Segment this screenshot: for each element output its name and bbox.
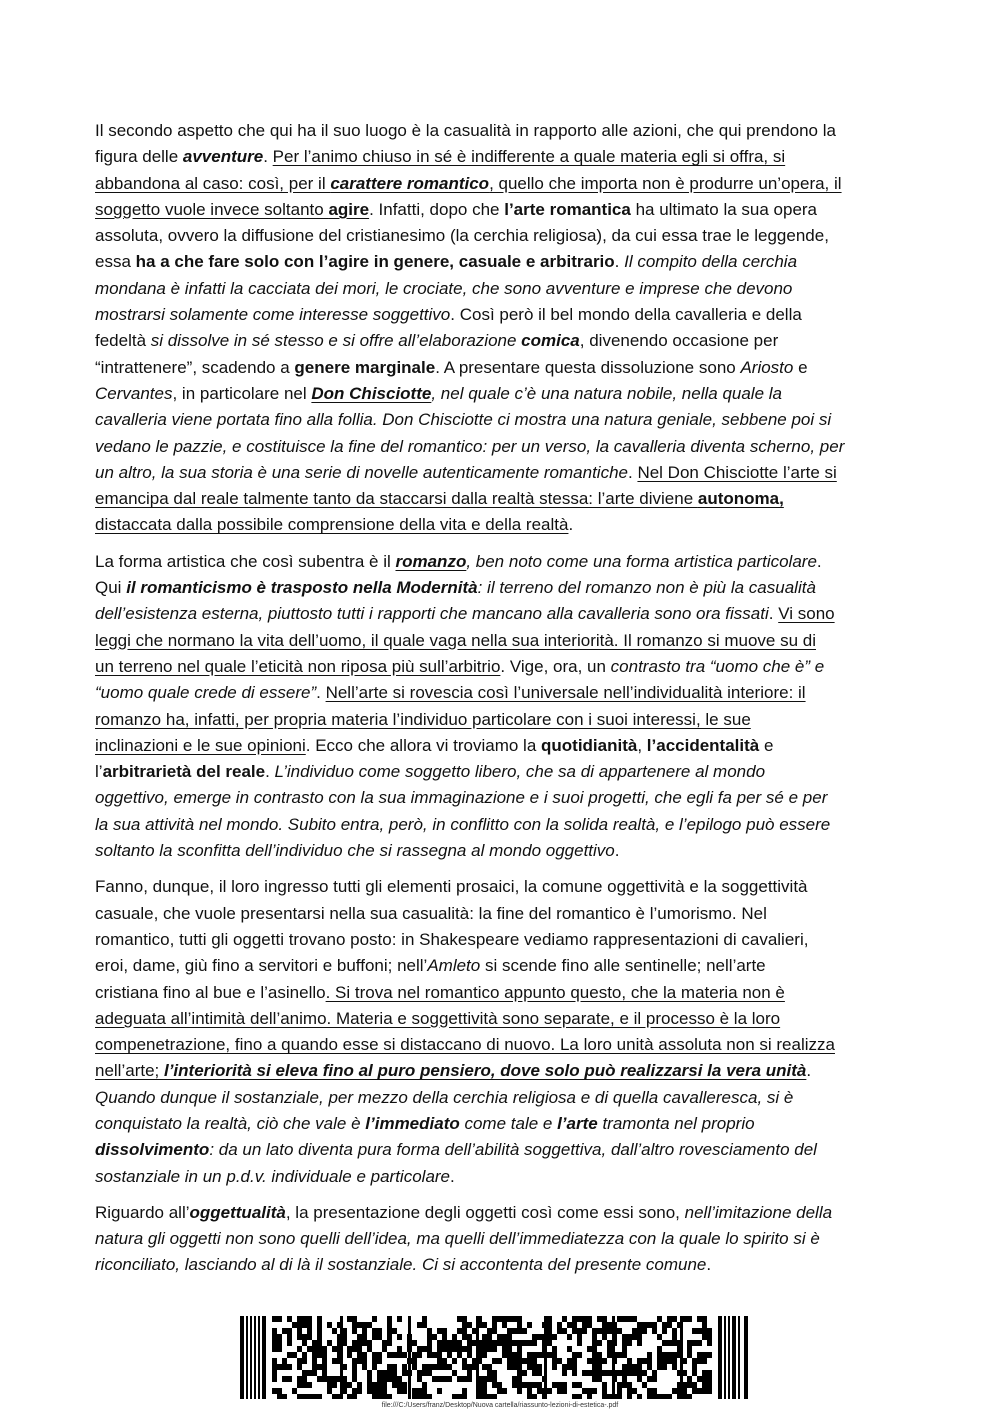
text-line xyxy=(95,276,910,302)
text-run: “uomo quale crede di essere” xyxy=(95,683,317,703)
text-run: . Si trova nel romantico appunto questo, che la materia non è xyxy=(325,982,785,1002)
text-run: si dissolve in sé stesso e si offre all’elaborazione xyxy=(150,331,522,351)
text-run: ha a che fare solo con l’agire in genere, casuale e arbitrario xyxy=(135,252,615,272)
text-run: . xyxy=(265,762,275,782)
text-run: contrasto tra “uomo che è” e xyxy=(610,656,825,676)
text-line xyxy=(95,901,910,927)
text-run: natura gli oggetti non sono quelli dell’idea, ma quelli dell’immediatezza con la quale lo spirito si è xyxy=(95,1229,820,1249)
text-run: la sua attività nel mondo. Subito entra, però, in conflitto con la solida realtà, e l’epilogo può essere xyxy=(95,814,831,834)
text-run: Vi sono xyxy=(778,604,835,624)
text-run: . xyxy=(450,1166,455,1186)
file-path-footer: file:///C:/Users/franz/Desktop/Nuova cartella/riassunto-lezioni-di-estetica-.pdf xyxy=(381,1402,619,1409)
text-run: cristiana fino al bue e l’asinello xyxy=(95,982,326,1002)
text-run: , xyxy=(637,735,647,755)
text-run: arbitrarietà del reale xyxy=(102,762,266,782)
barcode xyxy=(240,1316,752,1399)
text-run: Il compito della cerchia xyxy=(624,252,798,272)
text-run: leggi che normano la vita dell’uomo, il quale vaga nella sua interiorità. Il romanzo si muove su di xyxy=(95,630,816,650)
text-run: avventure xyxy=(182,147,264,167)
text-run: il romanticismo è trasposto nella Modernità xyxy=(126,578,478,598)
text-run: . xyxy=(568,515,574,535)
text-line xyxy=(95,785,910,811)
text-run: l’ xyxy=(95,762,103,782)
text-run: . xyxy=(816,551,822,571)
text-run: soggetto vuole invece soltanto xyxy=(95,199,329,219)
text-run: sostanziale in un p.d.v. individuale e particolare xyxy=(95,1166,451,1186)
text-run: autonoma, xyxy=(697,489,784,509)
text-line xyxy=(95,980,910,1006)
text-run: Nel Don Chisciotte l’arte si xyxy=(637,462,837,482)
text-run: . xyxy=(706,1255,712,1275)
text-run: emancipa dal reale talmente tanto da staccarsi dalla realtà stessa: l’arte diviene xyxy=(95,489,698,509)
text-run: ha ultimato la sua opera xyxy=(630,199,818,219)
text-run: Qui xyxy=(95,578,127,598)
text-line xyxy=(95,549,910,575)
text-run: conquistato la realtà, ciò che vale è xyxy=(95,1113,366,1133)
text-run: eroi, dame, giù fino a servitori e buffoni; nell’ xyxy=(95,956,428,976)
text-run: dissolvimento xyxy=(95,1140,210,1160)
text-run: abbandona al caso: così, per il xyxy=(95,173,331,193)
text-run: Cervantes xyxy=(95,383,173,403)
text-line xyxy=(95,486,910,512)
text-run: Riguardo all’ xyxy=(95,1202,190,1222)
text-line xyxy=(95,1111,910,1137)
text-line xyxy=(95,197,910,223)
text-line xyxy=(95,1137,910,1163)
text-line xyxy=(95,707,910,733)
text-line xyxy=(95,759,910,785)
paragraph xyxy=(95,874,910,1190)
text-run: casuale, che vuole presentarsi nella sua casualità: la fine del romantico è l’umorismo. Nel xyxy=(95,903,767,923)
text-run: si scende fino alle sentinelle; nell’arte xyxy=(480,956,766,976)
text-run: un altro, la sua storia è una serie di novelle autenticamente romantiche xyxy=(95,462,628,482)
text-run: , la presentazione degli oggetti così come essi sono, xyxy=(285,1202,685,1222)
paragraph xyxy=(95,118,910,539)
text-run: : il terreno del romanzo non è più la casualità xyxy=(477,578,816,598)
text-run: genere marginale xyxy=(294,357,436,377)
text-line xyxy=(95,927,910,953)
text-run: nell’imitazione della xyxy=(684,1202,833,1222)
text-run: . Infatti, dopo che xyxy=(369,199,505,219)
text-run: , quello che importa non è produrre un’opera, il xyxy=(489,173,842,193)
text-line xyxy=(95,1252,910,1278)
text-line xyxy=(95,575,910,601)
text-run: fedeltà xyxy=(95,331,151,351)
text-line xyxy=(95,1058,910,1084)
text-run: l’interiorità si eleva fino al puro pensiero, dove solo può realizzarsi la vera unità xyxy=(163,1061,807,1081)
text-line xyxy=(95,407,910,433)
text-run: carattere romantico xyxy=(330,173,490,193)
text-run: romanzo xyxy=(395,551,467,571)
text-run: dell’esistenza esterna, piuttosto tutti i rapporti che mancano alla cavalleria sono ora fissati xyxy=(95,604,769,624)
text-run: . xyxy=(768,604,779,624)
text-run: essa xyxy=(95,252,136,272)
text-run: cavalleria viene portata fino alla follia. Don Chisciotte ci mostra una natura geniale, sebbene poi si xyxy=(95,410,832,430)
text-run: mostrarsi solamente come interesse soggettivo xyxy=(95,305,451,325)
text-run: compenetrazione, fino a quando esse si distaccano di nuovo. La loro unità assoluta non si realizza xyxy=(95,1035,835,1055)
text-line xyxy=(95,512,910,538)
text-run: e xyxy=(759,735,774,755)
text-run: riconciliato, lasciando al di là il sostanziale. Ci si accontenta del presente comune xyxy=(95,1255,707,1275)
text-run: l’accidentalità xyxy=(646,735,760,755)
text-run: . A presentare questa dissoluzione sono xyxy=(435,357,741,377)
document-body xyxy=(95,118,910,1289)
text-run: l’arte romantica xyxy=(504,199,631,219)
text-line xyxy=(95,733,910,759)
text-line xyxy=(95,381,910,407)
text-line xyxy=(95,1200,910,1226)
text-run: , in particolare nel xyxy=(172,383,312,403)
text-run: mondana è infatti la cacciata dei mori, le crociate, che sono avventure e imprese che devono xyxy=(95,278,793,298)
text-line xyxy=(95,1032,910,1058)
text-line xyxy=(95,654,910,680)
text-run: . Così però il bel mondo della cavalleria e della xyxy=(450,305,802,325)
text-line xyxy=(95,1085,910,1111)
text-line xyxy=(95,434,910,460)
text-run: quotidianità xyxy=(541,735,638,755)
text-line xyxy=(95,460,910,486)
text-run: agire xyxy=(328,199,370,219)
text-run: : da un lato diventa pura forma dell’abilità soggettiva, dall’altro rovesciamento del xyxy=(209,1140,817,1160)
text-line xyxy=(95,1006,910,1032)
text-run: oggettivo, emerge in contrasto con la sua immaginazione e i suoi progetti, che egli fa per sé e per xyxy=(95,788,828,808)
text-line xyxy=(95,223,910,249)
text-run: . Vige, ora, un xyxy=(500,656,611,676)
text-run: Nell’arte si rovescia così l’universale nell’individualità interiore: il xyxy=(325,683,806,703)
text-line xyxy=(95,302,910,328)
text-run: Fanno, dunque, il loro ingresso tutti gli elementi prosaici, la comune oggettività e la soggettività xyxy=(95,877,808,897)
text-run: . xyxy=(627,462,638,482)
text-run: romantico, tutti gli oggetti trovano posto: in Shakespeare vediamo rappresentazioni di cavalieri, xyxy=(95,929,809,949)
text-run: Quando dunque il sostanziale, per mezzo della cerchia religiosa e di quella cavalleresca, si è xyxy=(95,1087,794,1107)
text-run: oggettualità xyxy=(189,1202,286,1222)
paragraph xyxy=(95,1200,910,1279)
text-run: soltanto la sconfitta dell’individuo che si rassegna al mondo oggettivo xyxy=(95,841,615,861)
text-run: distaccata dalla possibile comprensione della vita e della realtà xyxy=(95,515,569,535)
text-line xyxy=(95,680,910,706)
text-run: , nel quale c’è una natura nobile, nella quale la xyxy=(431,383,782,403)
text-run: . xyxy=(614,841,620,861)
text-run: l’arte xyxy=(557,1113,598,1133)
text-line xyxy=(95,118,910,144)
text-run: Don Chisciotte xyxy=(311,383,432,403)
text-run: Ariosto xyxy=(740,357,794,377)
text-run: Per l’animo chiuso in sé è indifferente a quale materia egli si offra, si xyxy=(272,147,786,167)
text-run: . Ecco che allora vi troviamo la xyxy=(305,735,542,755)
text-run: l’immediato xyxy=(365,1113,460,1133)
text-run: figura delle xyxy=(95,147,183,167)
text-run: adeguata all’intimità dell’animo. Materia e soggettività sono separate, e il processo è la loro xyxy=(95,1008,781,1028)
text-line xyxy=(95,249,910,275)
text-run: Il secondo aspetto che qui ha il suo luogo è la casualità in rapporto alle azioni, che qui prendono la xyxy=(95,121,836,140)
text-run: , ben noto come una forma artistica particolare xyxy=(466,551,817,571)
text-line xyxy=(95,1226,910,1252)
text-line xyxy=(95,874,910,900)
text-line xyxy=(95,628,910,654)
text-run: inclinazioni e le sue opinioni xyxy=(95,735,306,755)
text-line xyxy=(95,171,910,197)
text-run: . xyxy=(316,683,326,703)
text-line xyxy=(95,953,910,979)
text-run: L’individuo come soggetto libero, che sa di appartenere al mondo xyxy=(274,762,766,782)
text-run: come tale e xyxy=(459,1113,558,1133)
text-run: . xyxy=(263,147,273,167)
text-run: tramonta nel proprio xyxy=(597,1113,755,1133)
text-line xyxy=(95,838,910,864)
text-run: e xyxy=(793,357,808,377)
text-line xyxy=(95,601,910,627)
text-run: Amleto xyxy=(427,956,481,976)
text-line xyxy=(95,812,910,838)
text-run: nell’arte; xyxy=(95,1061,164,1081)
text-line xyxy=(95,1164,910,1190)
text-run: . xyxy=(614,252,625,272)
text-line xyxy=(95,144,910,170)
text-run: un terreno nel quale l’eticità non riposa più sull’arbitrio xyxy=(95,656,501,676)
text-run: . xyxy=(806,1061,812,1081)
paragraph xyxy=(95,549,910,865)
text-line xyxy=(95,355,910,381)
text-run: assoluta, ovvero la diffusione del cristianesimo (la cerchia religiosa), da cui essa trae le leggende, xyxy=(95,226,829,246)
text-run: , divenendo occasione per xyxy=(579,331,779,351)
text-run: vedano le pazzie, e costituisce la fine del romantico: per un verso, la cavalleria diventa scherno, per xyxy=(95,436,845,456)
text-run: La forma artistica che così subentra è il xyxy=(95,551,396,571)
text-run: comica xyxy=(521,331,580,351)
text-run: romanzo ha, infatti, per propria materia l’individuo particolare con i suoi interessi, le sue xyxy=(95,709,751,729)
text-run: “intrattenere”, scadendo a xyxy=(95,357,295,377)
text-line xyxy=(95,328,910,354)
